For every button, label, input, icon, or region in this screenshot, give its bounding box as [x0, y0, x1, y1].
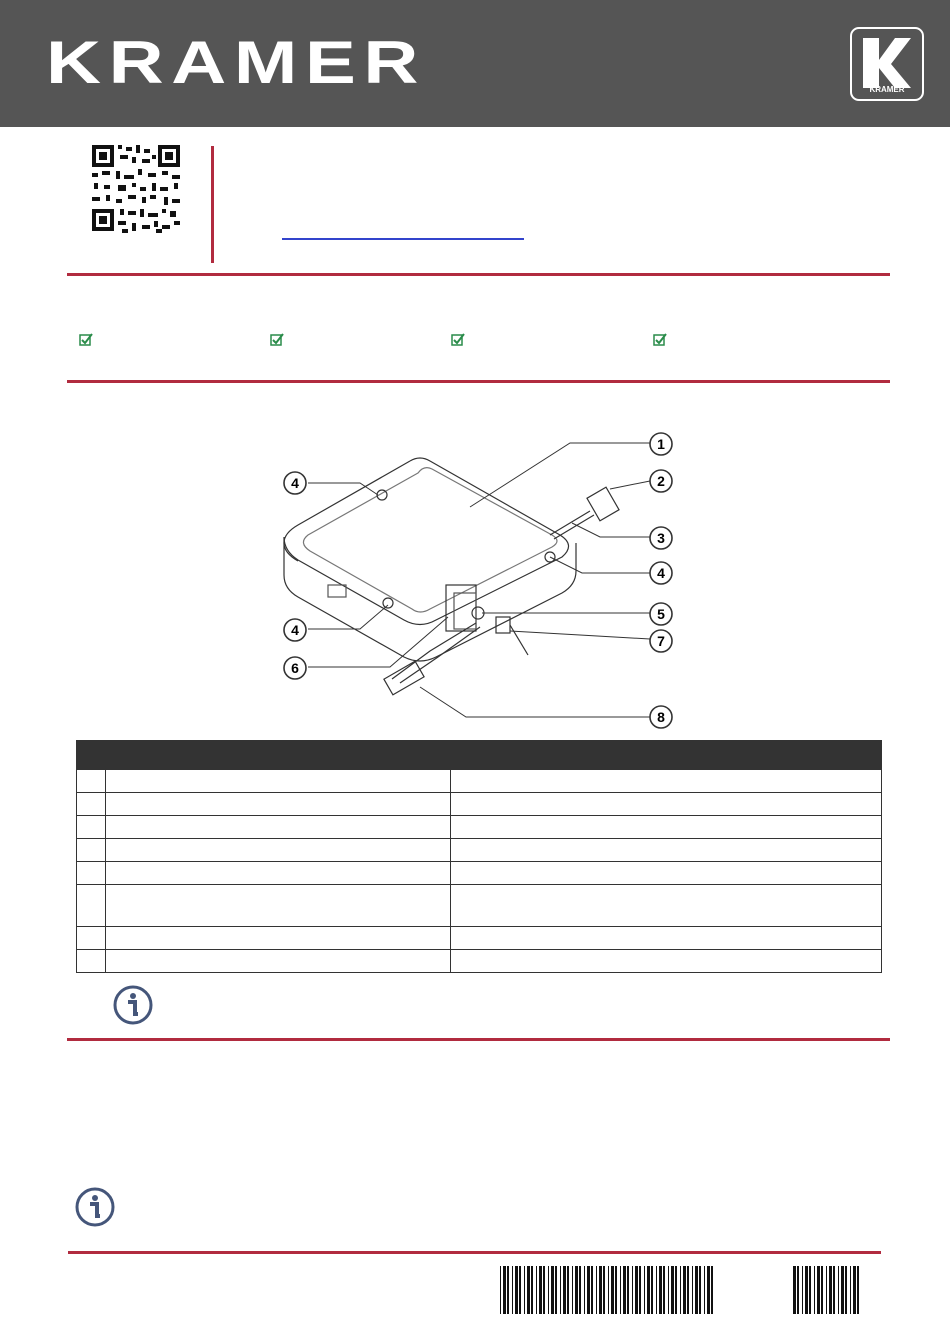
- svg-text:4: 4: [657, 565, 665, 581]
- svg-text:7: 7: [657, 633, 665, 649]
- section-rule: [67, 1038, 890, 1041]
- table-row: [77, 950, 882, 973]
- section-divider-vertical: [211, 146, 214, 263]
- svg-text:2: 2: [657, 473, 665, 489]
- table-row: [77, 862, 882, 885]
- svg-text:5: 5: [657, 606, 665, 622]
- qr-code-icon: [92, 145, 182, 233]
- checked-box-icon: [653, 333, 667, 346]
- kramer-badge-logo: [849, 26, 925, 102]
- svg-text:3: 3: [657, 530, 665, 546]
- download-link-underline[interactable]: [282, 238, 524, 240]
- table-row: [77, 816, 882, 839]
- svg-text:6: 6: [291, 660, 299, 676]
- svg-text:4: 4: [291, 622, 299, 638]
- header-bar: [0, 0, 950, 127]
- section-rule: [67, 380, 890, 383]
- info-icon: [112, 984, 154, 1026]
- table-row: [77, 885, 882, 927]
- table-header-row: [77, 741, 882, 770]
- table-row: [77, 793, 882, 816]
- svg-text:8: 8: [657, 709, 665, 725]
- barcode-icon: [793, 1266, 861, 1314]
- table-row: [77, 839, 882, 862]
- svg-text:KRAMER: KRAMER: [46, 36, 426, 86]
- feature-table: [76, 740, 882, 973]
- svg-text:KRAMER: KRAMER: [869, 85, 905, 94]
- checked-box-icon: [451, 333, 465, 346]
- svg-text:1: 1: [657, 436, 665, 452]
- kramer-logo: [46, 36, 428, 86]
- checked-box-icon: [79, 333, 93, 346]
- table-row: [77, 927, 882, 950]
- barcode-icon: [500, 1266, 715, 1314]
- section-rule: [67, 273, 890, 276]
- product-diagram: [270, 425, 690, 730]
- footer-rule: [68, 1251, 881, 1254]
- svg-text:4: 4: [291, 475, 299, 491]
- info-icon: [74, 1186, 116, 1228]
- table-row: [77, 770, 882, 793]
- checked-box-icon: [270, 333, 284, 346]
